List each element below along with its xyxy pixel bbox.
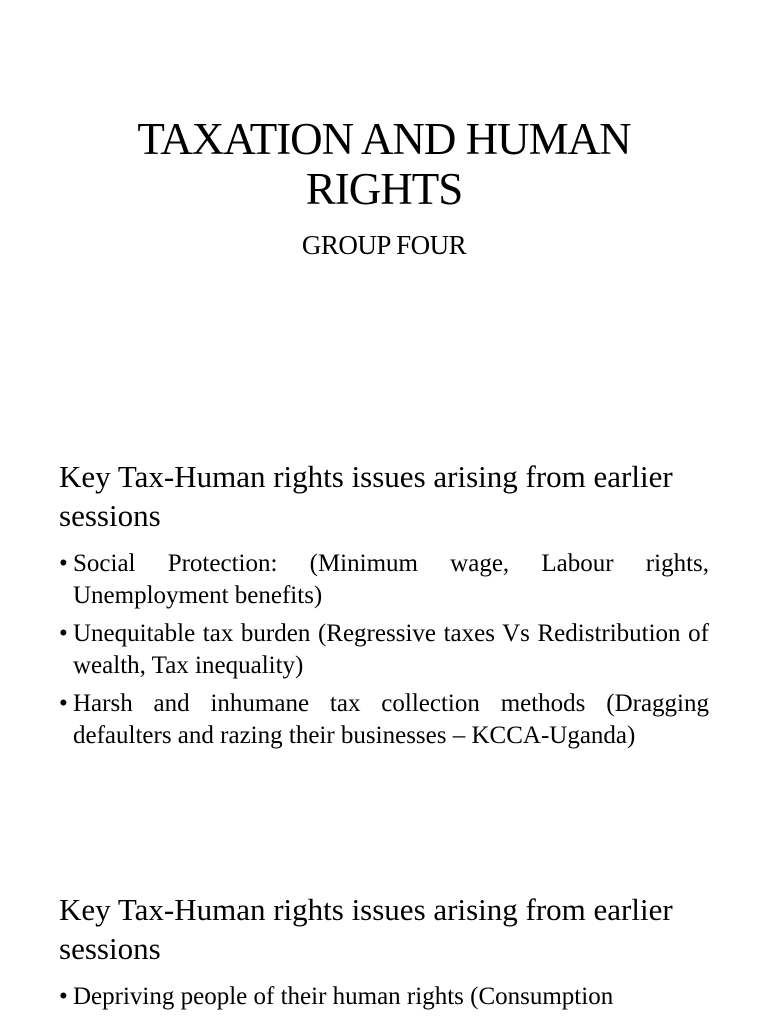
slide-title-line-2: RIGHTS [305,164,463,214]
section-heading: Key Tax-Human rights issues arising from earlier sessions [59,892,673,966]
bullet-marker: • [59,620,68,647]
slide-title-line-1: TAXATION AND HUMAN [137,114,631,164]
bullet-list [59,981,709,1019]
bullet-text: Depriving people of their human rights (Consumption [73,983,614,1010]
section-heading: Key Tax-Human rights issues arising from earlier sessions [59,459,673,533]
bullet-marker: • [59,690,68,717]
bullet-marker: • [59,983,68,1010]
slide-subtitle: GROUP FOUR [301,230,467,260]
bullet-text: Unequitable tax burden (Regressive taxes Vs Redistribution of wealth, Tax inequality) [73,620,709,679]
bullet-marker: • [59,550,68,577]
bullet-text: Harsh and inhumane tax collection methods (Dragging defaulters and razing their businesses – KCCA-Uganda) [73,690,709,749]
bullet-text: Social Protection: (Minimum wage, Labour rights, Unemployment benefits) [73,550,709,609]
bullet-item [59,981,709,1013]
